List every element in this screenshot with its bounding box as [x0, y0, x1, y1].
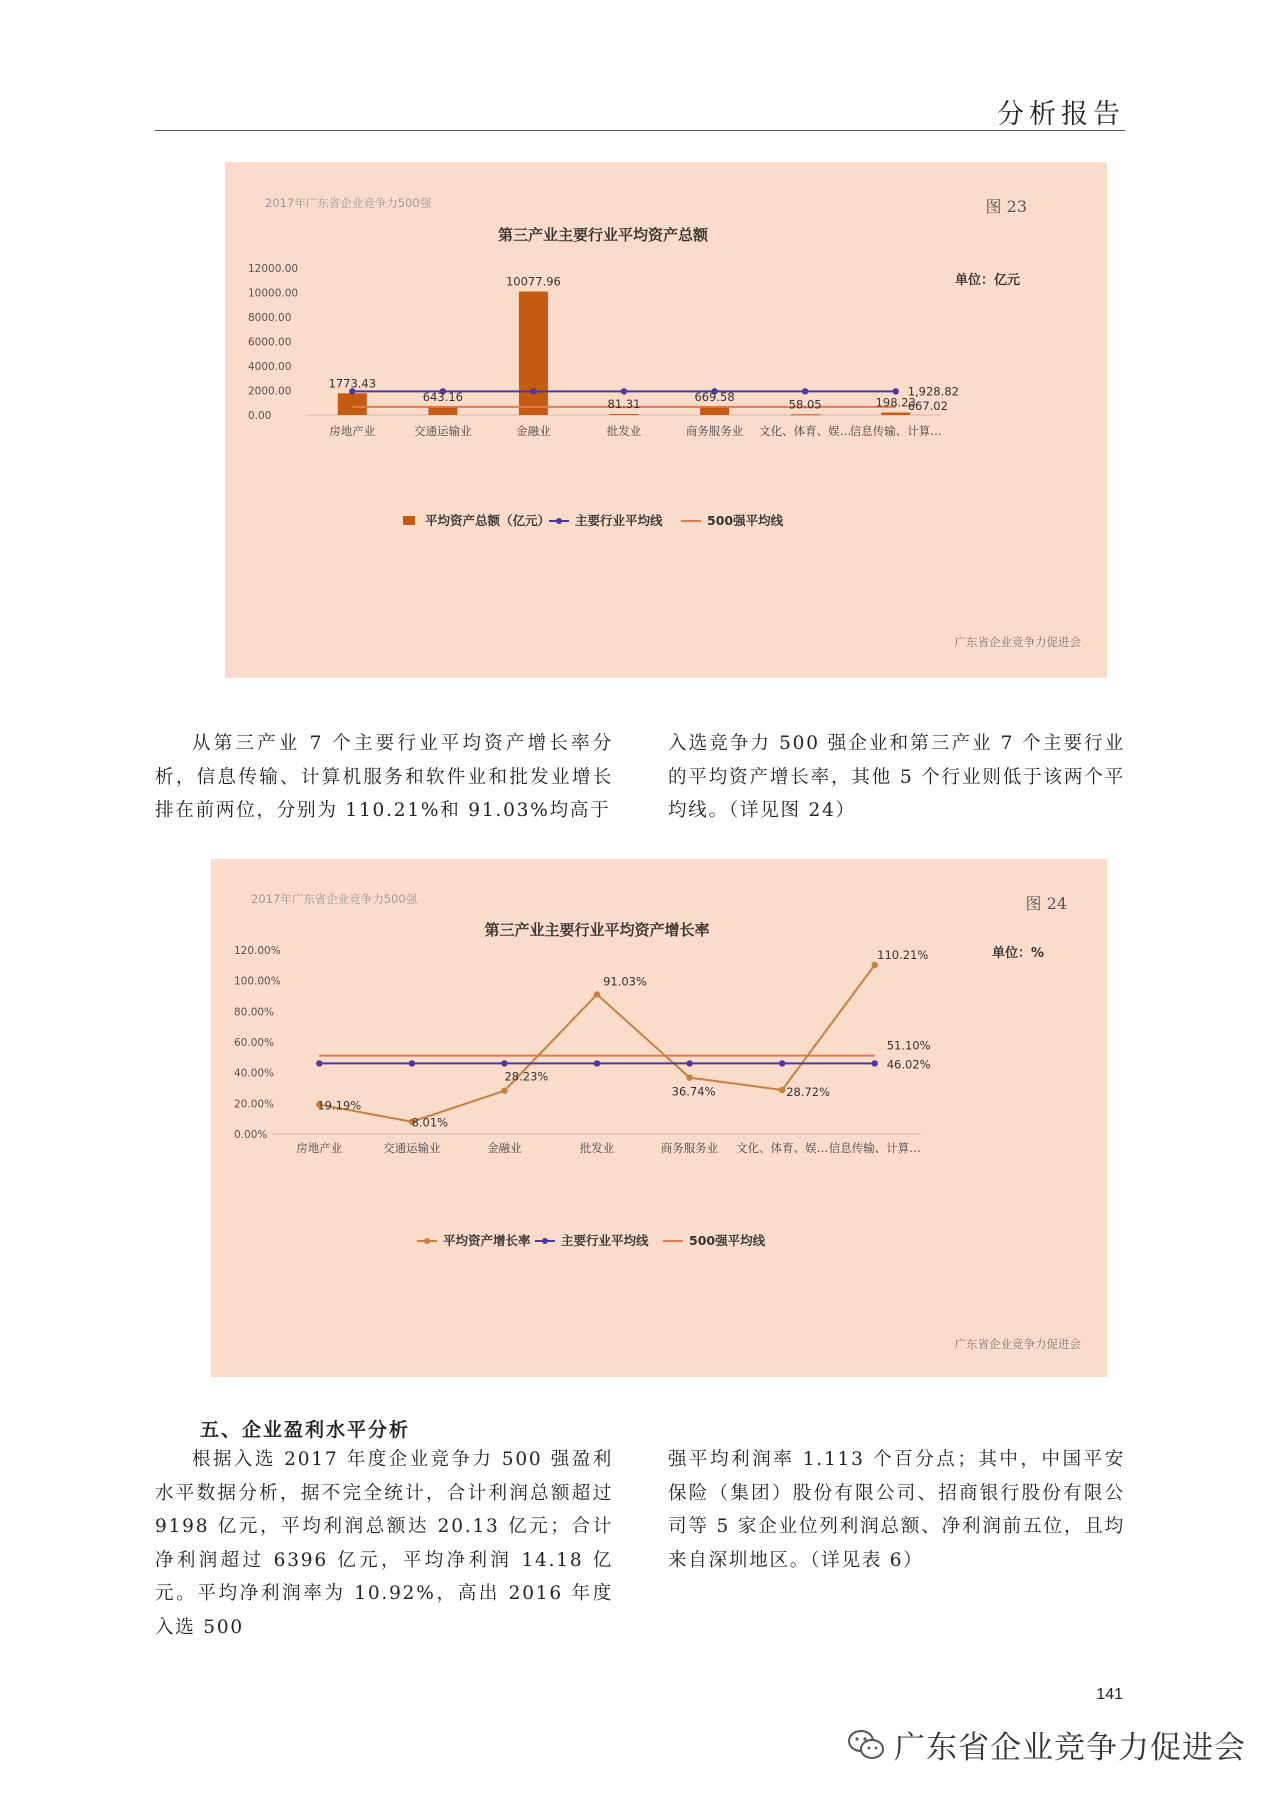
data-label: 10077.96	[505, 274, 561, 289]
y-tick-label: 4000.00	[248, 361, 292, 373]
paragraph-text: 强平均利润率 1.113 个百分点；其中，中国平安保险（集团）股份有限公司、招商银行股份有限公司等 5 家企业位列利润总额、净利润前五位，且均来自深圳地区。（详见表 6）	[668, 1449, 1125, 1571]
page-number: 141	[1096, 1686, 1123, 1703]
y-tick-label: 0.00%	[234, 1129, 268, 1141]
data-label: 1773.43	[328, 376, 377, 391]
data-label: 8.01%	[411, 1115, 449, 1130]
chart-title: 第三产业主要行业平均资产增长率	[484, 921, 710, 939]
y-tick-label: 100.00%	[234, 975, 281, 988]
paragraph-1-left	[155, 727, 613, 828]
x-category-label: 交通运输业	[414, 424, 472, 438]
data-label: 19.19%	[317, 1098, 362, 1113]
series-marker	[872, 962, 878, 968]
legend-label: 500强平均线	[689, 1233, 766, 1248]
section-heading: 五、企业盈利水平分析	[200, 1419, 411, 1441]
data-label: 28.23%	[504, 1069, 549, 1084]
y-tick-label: 20.00%	[234, 1098, 275, 1111]
data-label: 91.03%	[603, 974, 647, 989]
y-tick-label: 12000.00	[248, 263, 299, 275]
series-marker	[621, 388, 627, 394]
legend-label: 平均资产增长率	[443, 1233, 531, 1248]
series-end-label: 1,928.82	[907, 384, 959, 399]
figure-23-panel	[225, 162, 1107, 678]
y-tick-label: 120.00%	[234, 945, 281, 957]
series-marker	[530, 388, 536, 394]
figure-label: 图 24	[1025, 894, 1067, 913]
paragraph-1-right	[668, 727, 1125, 828]
series-marker	[686, 1074, 692, 1080]
y-tick-label: 80.00%	[234, 1006, 275, 1019]
legend-marker	[424, 1238, 430, 1244]
figure-24-chart	[211, 859, 1107, 1377]
data-label: 110.21%	[877, 948, 929, 963]
paragraph-2-left	[155, 1443, 613, 1644]
x-category-label: 房地产业	[329, 424, 376, 438]
x-category-label: 批发业	[579, 1141, 615, 1155]
legend-marker	[556, 518, 562, 524]
y-tick-label: 2000.00	[248, 385, 292, 398]
figure-label: 图 23	[985, 197, 1027, 216]
bar	[791, 414, 820, 415]
header-title: 分析报告	[997, 99, 1125, 130]
series-marker	[893, 388, 899, 394]
watermark	[846, 1722, 1246, 1767]
bar	[338, 393, 367, 415]
series-end-label: 46.02%	[886, 1057, 931, 1072]
x-category-label: 文化、体育、娱…	[736, 1141, 829, 1155]
data-label: 198.23	[875, 395, 916, 410]
series-marker	[802, 388, 808, 394]
paragraph-text: 入选竞争力 500 强企业和第三产业 7 个主要行业的平均资产增长率，其他 5 个行业则低于该两个平均线。（详见图 24）	[668, 733, 1125, 821]
wechat-icon	[846, 1728, 886, 1762]
data-label: 669.58	[694, 389, 735, 404]
chart-footer: 广东省企业竞争力促进会	[954, 635, 1081, 649]
series-marker	[409, 1060, 415, 1066]
x-category-label: 商务服务业	[685, 424, 744, 438]
y-tick-label: 8000.00	[248, 312, 292, 324]
x-category-label: 商务服务业	[660, 1141, 719, 1155]
y-tick-label: 40.00%	[234, 1067, 275, 1080]
chart-footer: 广东省企业竞争力促进会	[954, 1337, 1081, 1351]
x-category-label: 金融业	[516, 424, 551, 438]
paragraph-text: 从第三产业 7 个主要行业平均资产增长率分析，信息传输、计算机服务和软件业和批发业增长排在前两位，分别为 110.21%和 91.03%均高于	[155, 733, 613, 821]
bar	[610, 414, 639, 415]
chart-source-label: 2017年广东省企业竞争力500强	[265, 196, 432, 210]
chart-title: 第三产业主要行业平均资产总额	[497, 226, 709, 244]
series-marker	[872, 1060, 878, 1066]
legend-label: 平均资产总额（亿元）	[425, 513, 551, 528]
figure-24-panel	[211, 859, 1107, 1377]
y-tick-label: 60.00%	[234, 1037, 275, 1049]
bar	[881, 413, 910, 415]
data-label: 643.16	[422, 390, 463, 405]
data-label: 81.31	[607, 397, 641, 412]
data-label: 28.72%	[786, 1084, 831, 1099]
series-marker	[501, 1088, 507, 1094]
figure-23-chart	[225, 162, 1107, 678]
legend-marker	[542, 1238, 548, 1244]
data-label: 58.05	[788, 397, 822, 412]
x-category-label: 批发业	[606, 424, 642, 438]
legend-label: 主要行业平均线	[561, 1233, 649, 1248]
series-marker	[779, 1060, 785, 1066]
y-tick-label: 0.00	[248, 410, 272, 422]
y-tick-label: 6000.00	[248, 336, 292, 349]
x-category-label: 交通运输业	[383, 1141, 441, 1155]
bar	[700, 407, 729, 415]
paragraph-text: 根据入选 2017 年度企业竞争力 500 强盈利水平数据分析，据不完全统计，合计利润总额超过 9198 亿元，平均利润总额达 20.13 亿元；合计净利润超过 6396 亿元，平均净利润 14.18 亿元。平均净利润率为 10.92%，高出 2016 年度入选 500	[155, 1449, 613, 1638]
chart-source-label: 2017年广东省企业竞争力500强	[251, 892, 418, 906]
x-category-label: 房地产业	[296, 1141, 343, 1155]
legend-label: 主要行业平均线	[575, 513, 663, 528]
x-category-label: 信息传输、计算…	[849, 424, 942, 438]
series-marker	[594, 991, 600, 997]
legend-swatch	[403, 516, 415, 525]
series-marker	[779, 1087, 785, 1093]
x-category-label: 金融业	[487, 1141, 522, 1155]
data-label: 36.74%	[671, 1084, 716, 1099]
series-end-label: 667.02	[907, 398, 948, 413]
watermark-text: 广东省企业竞争力促进会	[894, 1730, 1246, 1766]
series-marker	[501, 1060, 507, 1066]
legend-label: 500强平均线	[707, 513, 784, 528]
series-marker	[686, 1060, 692, 1066]
series-marker	[594, 1060, 600, 1066]
x-category-label: 文化、体育、娱…	[759, 424, 852, 438]
y-tick-label: 10000.00	[248, 287, 299, 300]
chart-unit: 单位：亿元	[954, 273, 1020, 288]
paragraph-2-right	[668, 1443, 1125, 1577]
bar	[428, 407, 457, 415]
series-end-label: 51.10%	[886, 1038, 931, 1053]
x-category-label: 信息传输、计算…	[828, 1141, 921, 1155]
series-marker	[316, 1060, 322, 1066]
chart-unit: 单位：%	[991, 946, 1044, 961]
header-rule	[155, 130, 1125, 131]
bar	[519, 292, 548, 415]
